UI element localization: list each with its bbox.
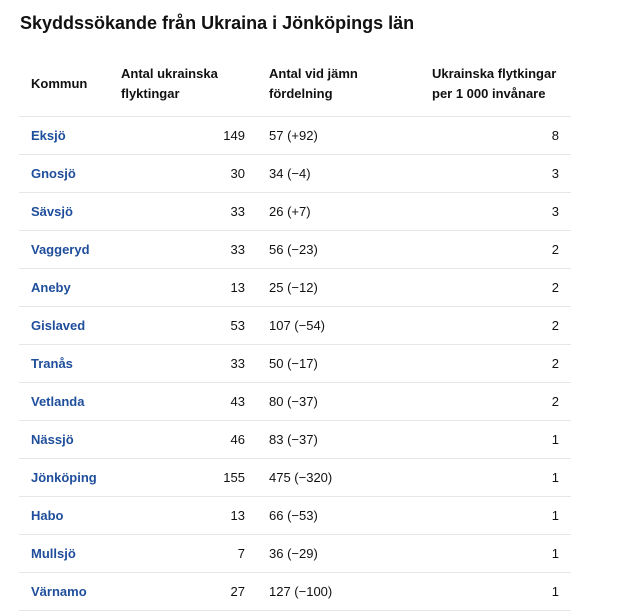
antal-cell: 149: [121, 117, 245, 155]
per1000-cell: 2: [408, 269, 571, 307]
column-header-per1000[interactable]: Ukrainska flytkingar per 1 000 invånare: [408, 56, 571, 117]
jamn-cell: 127 (−100): [245, 573, 408, 611]
antal-cell: 53: [121, 307, 245, 345]
per1000-cell: 2: [408, 383, 571, 421]
column-header-antal[interactable]: Antal ukrainska flyktingar: [121, 56, 245, 117]
kommun-link[interactable]: Värnamo: [19, 573, 121, 611]
jamn-cell: 66 (−53): [245, 497, 408, 535]
table-row: [19, 117, 571, 155]
kommun-link[interactable]: Vetlanda: [19, 383, 121, 421]
column-header-jamn[interactable]: Antal vid jämn fördelning: [245, 56, 408, 117]
jamn-cell: 475 (−320): [245, 459, 408, 497]
jamn-cell: 56 (−23): [245, 231, 408, 269]
jamn-cell: 83 (−37): [245, 421, 408, 459]
kommun-link[interactable]: Eksjö: [19, 117, 121, 155]
table-row: [19, 307, 571, 345]
column-header-kommun[interactable]: Kommun: [19, 56, 121, 117]
per1000-cell: 1: [408, 497, 571, 535]
per1000-cell: 8: [408, 117, 571, 155]
kommun-link[interactable]: Sävsjö: [19, 193, 121, 231]
per1000-cell: 1: [408, 421, 571, 459]
jamn-cell: 80 (−37): [245, 383, 408, 421]
table-row: [19, 573, 571, 611]
antal-cell: 7: [121, 535, 245, 573]
table-row: [19, 459, 571, 497]
table-row: [19, 497, 571, 535]
table-row: [19, 231, 571, 269]
kommun-link[interactable]: Gnosjö: [19, 155, 121, 193]
antal-cell: 33: [121, 231, 245, 269]
per1000-cell: 2: [408, 307, 571, 345]
kommun-link[interactable]: Nässjö: [19, 421, 121, 459]
table-row: [19, 345, 571, 383]
per1000-cell: 3: [408, 155, 571, 193]
antal-cell: 33: [121, 193, 245, 231]
page-title: Skyddssökande från Ukraina i Jönköpings län: [20, 13, 415, 33]
kommun-link[interactable]: Jönköping: [19, 459, 121, 497]
per1000-cell: 2: [408, 231, 571, 269]
kommun-link[interactable]: Tranås: [19, 345, 121, 383]
jamn-cell: 26 (+7): [245, 193, 408, 231]
antal-cell: 13: [121, 269, 245, 307]
antal-cell: 33: [121, 345, 245, 383]
jamn-cell: 57 (+92): [245, 117, 408, 155]
per1000-cell: 1: [408, 573, 571, 611]
refugee-table: [19, 56, 571, 611]
jamn-cell: 25 (−12): [245, 269, 408, 307]
table-row: [19, 421, 571, 459]
kommun-link[interactable]: Gislaved: [19, 307, 121, 345]
antal-cell: 27: [121, 573, 245, 611]
table-row: [19, 269, 571, 307]
jamn-cell: 34 (−4): [245, 155, 408, 193]
table-row: [19, 155, 571, 193]
jamn-cell: 36 (−29): [245, 535, 408, 573]
antal-cell: 13: [121, 497, 245, 535]
jamn-cell: 50 (−17): [245, 345, 408, 383]
per1000-cell: 2: [408, 345, 571, 383]
table-header-row: [19, 56, 571, 117]
per1000-cell: 1: [408, 535, 571, 573]
kommun-link[interactable]: Habo: [19, 497, 121, 535]
antal-cell: 43: [121, 383, 245, 421]
kommun-link[interactable]: Mullsjö: [19, 535, 121, 573]
antal-cell: 155: [121, 459, 245, 497]
antal-cell: 30: [121, 155, 245, 193]
kommun-link[interactable]: Aneby: [19, 269, 121, 307]
per1000-cell: 3: [408, 193, 571, 231]
kommun-link[interactable]: Vaggeryd: [19, 231, 121, 269]
table-row: [19, 383, 571, 421]
table-row: [19, 193, 571, 231]
antal-cell: 46: [121, 421, 245, 459]
per1000-cell: 1: [408, 459, 571, 497]
table-row: [19, 535, 571, 573]
jamn-cell: 107 (−54): [245, 307, 408, 345]
